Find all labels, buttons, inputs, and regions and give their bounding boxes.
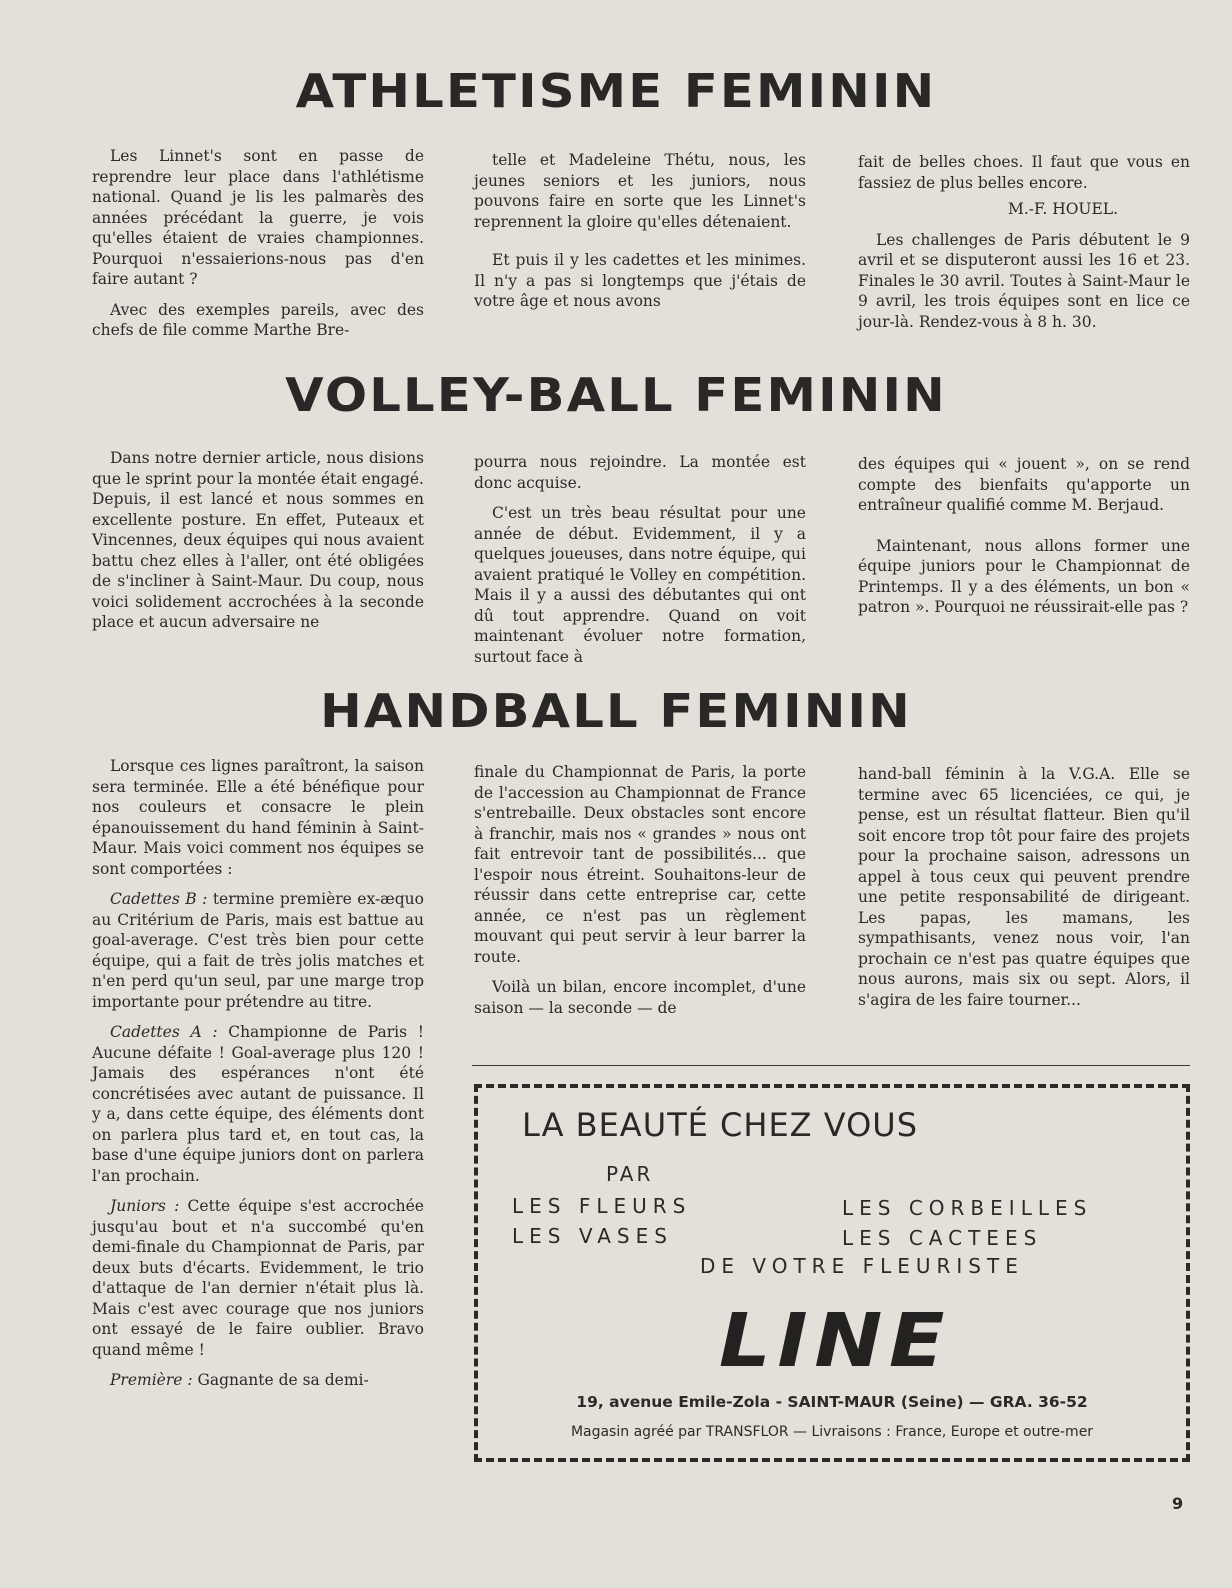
handball-paragraph: finale du Championnat de Paris, la porte de l'accession au Championnat de France s'entrebaille. Deux obstacles sont encore à franchir, mais nos « grandes » nous ont fait entrevoir tant de possibilités... que l'espoir nous étreint. Souhaitons-leur de réussir dans cette entreprise car, cette année, ce n'est pas un règlement mouvant qui peut servir à leur barrer la route. xyxy=(474,763,806,966)
athletisme-paragraph: Et puis il y les cadettes et les minimes. Il n'y a pas si longtemps que j'étais de votre âge et nous avons xyxy=(474,251,806,310)
athletisme-paragraph: telle et Madeleine Thétu, nous, les jeunes seniors et les juniors, nous pouvons faire en sorte que les Linnet's reprennent la gloire qu'elles détenaient. xyxy=(474,151,806,231)
volley-heading: VOLLEY-BALL FEMININ xyxy=(285,368,947,422)
florist-advertisement xyxy=(474,1084,1190,1462)
volley-paragraph: Maintenant, nous allons former une équipe juniors pour le Championnat de Printemps. Il y a des éléments, un bon « patron ». Pourquoi ne réussirait-elle pas ? xyxy=(858,536,1190,616)
team-report xyxy=(92,1196,424,1360)
athletisme-paragraph: Les Linnet's sont en passe de reprendre leur place dans l'athlétisme national. Quand je lis les palmarès des années précédant la guerre, je vois qu'elles étaient de vraies championnes. Pourquoi n'essaierions-nous pas d'en faire autant ? xyxy=(92,147,424,288)
athletisme-column-1 xyxy=(92,146,424,351)
ad-item: LES VASES xyxy=(512,1224,673,1248)
team-text: termine première ex-æquo au Critérium de Paris, mais est battue au goal-average. C'est très bien pour cette équipe, qui a fait de très jolis matches et n'en perd qu'un seul, par une marge trop importante pour prétendre au titre. xyxy=(92,890,424,1011)
volley-paragraph: des équipes qui « jouent », on se rend compte des bienfaits qu'apporte un entraîneur qualifié comme M. Berjaud. xyxy=(858,455,1190,514)
handball-column-2 xyxy=(474,762,806,1028)
team-label: Juniors : xyxy=(110,1197,180,1215)
handball-intro: Lorsque ces lignes paraîtront, la saison sera terminée. Elle a été bénéfique pour nos couleurs et consacre le plein épanouissement du hand féminin à Saint-Maur. Mais voici comment nos équipes se sont comportées : xyxy=(92,757,424,878)
team-report xyxy=(92,889,424,1012)
handball-paragraph: Voilà un bilan, encore incomplet, d'une saison — la seconde — de xyxy=(474,978,806,1017)
ad-title: LA BEAUTÉ CHEZ VOUS xyxy=(522,1106,919,1144)
handball-column-1 xyxy=(92,756,424,1401)
volley-column-3 xyxy=(858,454,1190,628)
team-report xyxy=(92,1370,424,1391)
athletisme-heading: ATHLETISME FEMININ xyxy=(295,64,937,118)
volley-column-2 xyxy=(474,452,806,677)
volley-paragraph: C'est un très beau résultat pour une année de début. Evidemment, il y a quelques joueuses, dans notre équipe, qui avaient pratiqué le Volley en compétition. Mais il y a aussi des débutantes qui ont dû tout apprendre. Quand on voit maintenant évoluer notre formation, surtout face à xyxy=(474,504,806,666)
volley-paragraph: Dans notre dernier article, nous disions que le sprint pour la montée était engagé. Depuis, il est lancé et nous sommes en excellente posture. En effet, Puteaux et Vincennes, deux équipes qui nous avaient battu chez elles à l'aller, ont été obligées de s'incliner à Saint-Maur. Du coup, nous voici solidement accrochées à la seconde place et aucun adversaire ne xyxy=(92,449,424,631)
handball-paragraph: hand-ball féminin à la V.G.A. Elle se termine avec 65 licenciées, ce qui, je pense, est un résultat flatteur. Bien qu'il soit encore trop tôt pour faire des projets pour la prochaine saison, adressons un appel à tous ceux qui peuvent prendre une petite responsabilité de dirigeant. Les papas, les mamans, les sympathisants, venez nous voir, l'an prochain ce n'est pas quatre équipes que nous aurons, mais six ou sept. Alors, il s'agira de les faire tourner... xyxy=(858,765,1190,1009)
team-text: Gagnante de sa demi- xyxy=(192,1371,369,1389)
brand-logo: LINE xyxy=(718,1298,952,1384)
ad-item: LES CACTEES xyxy=(842,1226,1043,1250)
volley-paragraph: pourra nous rejoindre. La montée est donc acquise. xyxy=(474,453,806,492)
divider-line xyxy=(472,1065,1190,1066)
ad-address: 19, avenue Emile-Zola - SAINT-MAUR (Seine) — GRA. 36-52 xyxy=(576,1393,1088,1411)
handball-heading: HANDBALL FEMININ xyxy=(320,684,912,738)
athletisme-paragraph: fait de belles choes. Il faut que vous en fassiez de plus belles encore. xyxy=(858,153,1190,192)
handball-column-3 xyxy=(858,764,1190,1020)
team-label: Première : xyxy=(110,1371,193,1389)
ad-tagline: Magasin agréé par TRANSFLOR — Livraisons : France, Europe et outre-mer xyxy=(570,1424,1094,1440)
athletisme-column-2 xyxy=(474,150,806,322)
ad-item: LES FLEURS xyxy=(512,1194,692,1218)
team-text: Championne de Paris ! Aucune défaite ! Goal-average plus 120 ! Jamais des espérances n'ont été concrétisées avec autant de puissance. Il y a, dans cette équipe, des éléments dont on parlera plus tard et, en tout cas, la base d'une équipe juniors dont on parlera l'an prochain. xyxy=(92,1023,424,1185)
team-label: Cadettes A : xyxy=(110,1023,218,1041)
ad-florist: DE VOTRE FLEURISTE xyxy=(700,1254,1024,1278)
team-label: Cadettes B : xyxy=(110,890,208,908)
author-signature: M.-F. HOUEL. xyxy=(1007,200,1119,218)
team-text: Cette équipe s'est accrochée jusqu'au bout et n'a succombé qu'en demi-finale du Championnat de Paris, par deux buts d'écarts. Evidemment, le trio d'attaque de l'an dernier n'était plus là. Mais c'est avec courage que nos juniors ont essayé de le faire oublier. Bravo quand même ! xyxy=(92,1197,424,1359)
athletisme-paragraph: Avec des exemples pareils, avec des chefs de file comme Marthe Bre- xyxy=(92,300,424,339)
ad-par: PAR xyxy=(606,1162,654,1186)
team-report xyxy=(92,1022,424,1186)
volley-column-1 xyxy=(92,448,424,643)
athletisme-paragraph: Les challenges de Paris débutent le 9 avril et se disputeront aussi les 16 et 23. Finales le 30 avril. Toutes à Saint-Maur le 9 avril, les trois équipes sont en lice ce jour-là. Rendez-vous à 8 h. 30. xyxy=(858,230,1190,331)
ad-item: LES CORBEILLES xyxy=(842,1196,1093,1220)
athletisme-column-3 xyxy=(858,152,1190,342)
page-number: 9 xyxy=(1172,1494,1184,1513)
